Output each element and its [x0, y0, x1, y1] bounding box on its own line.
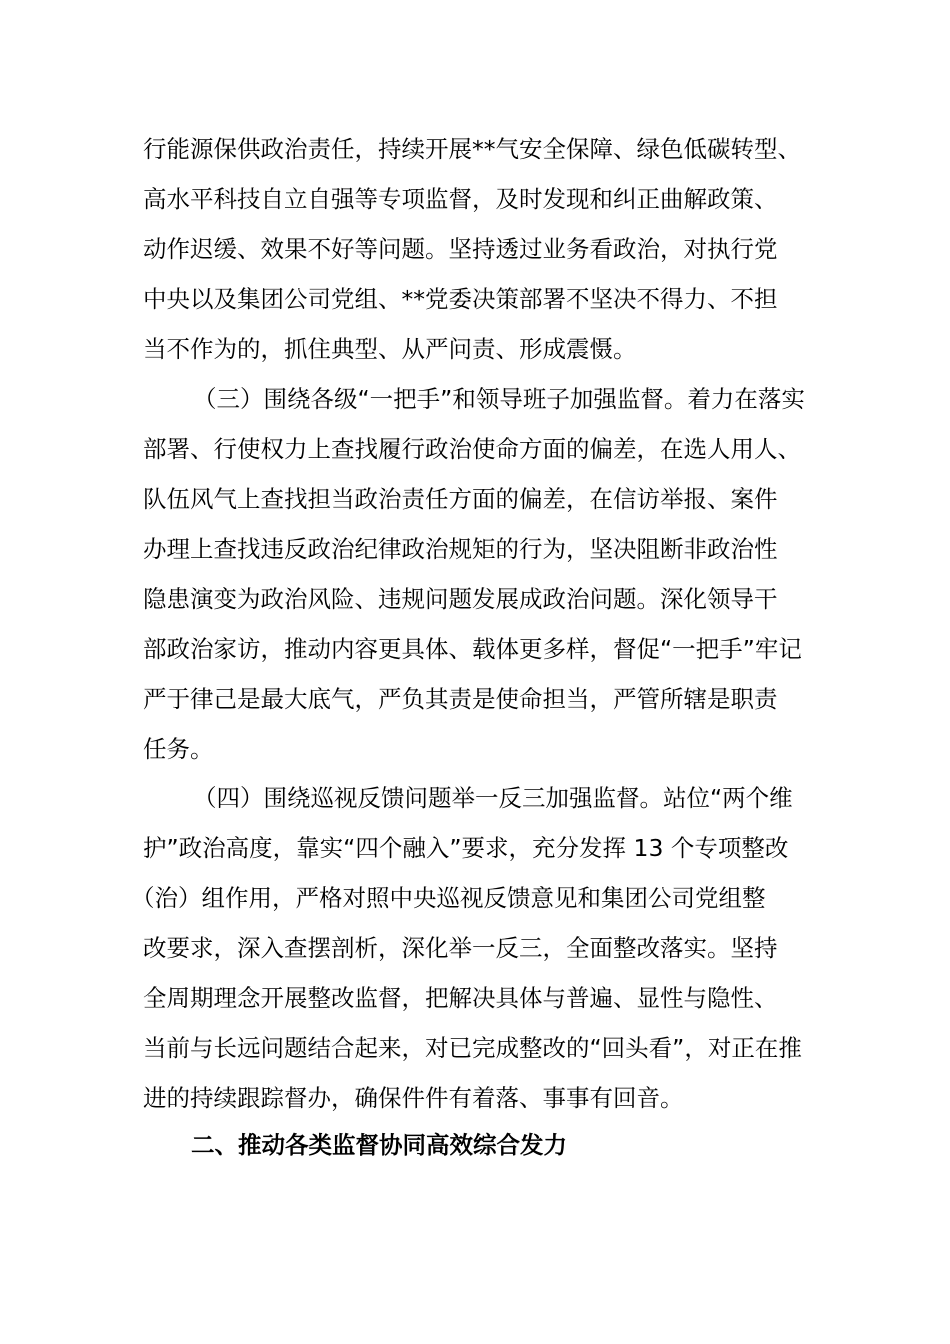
paragraph-continuation	[143, 124, 813, 374]
text-line: 严于律己是最大底气，严负其责是使命担当，严管所辖是职责	[143, 685, 778, 713]
text-line: 办理上查找违反政治纪律政治规矩的行为，坚决阻断非政治性	[143, 535, 778, 563]
text-line: 当不作为的，抓住典型、从严问责、形成震慑。	[143, 335, 637, 363]
text-line: （三）围绕各级“一把手”和领导班子加强监督。着力在落实	[193, 385, 805, 413]
paragraph-three	[143, 374, 813, 774]
section-heading: 二、推动各类监督协同高效综合发力	[191, 1131, 567, 1159]
text-line: 进的持续跟踪督办，确保件件有着落、事事有回音。	[143, 1084, 684, 1112]
text-line: 动作迟缓、效果不好等问题。坚持透过业务看政治，对执行党	[143, 235, 778, 263]
text-line: 中央以及集团公司党组、**党委决策部署不坚决不得力、不担	[143, 285, 778, 313]
text-line: 全周期理念开展整改监督，把解决具体与普遍、显性与隐性、	[143, 984, 778, 1012]
paragraph-four	[131, 773, 813, 1123]
text-line: 隐患演变为政治风险、违规问题发展成政治问题。深化领导干	[143, 585, 778, 613]
text-line: 改要求，深入查摆剖析，深化举一反三，全面整改落实。坚持	[143, 934, 778, 962]
text-line: （治）组作用，严格对照中央巡视反馈意见和集团公司党组整	[131, 884, 766, 912]
text-line: 部政治家访，推动内容更具体、载体更多样，督促“一把手”牢记	[143, 635, 802, 663]
text-line: 高水平科技自立自强等专项监督，及时发现和纠正曲解政策、	[143, 185, 778, 213]
text-line: 护”政治高度，靠实“四个融入”要求，充分发挥 13 个专项整改	[143, 834, 789, 862]
text-line: 任务。	[143, 735, 214, 763]
text-line: 当前与长远问题结合起来，对已完成整改的“回头看”，对正在推	[143, 1034, 802, 1062]
text-line: 队伍风气上查找担当政治责任方面的偏差，在信访举报、案件	[143, 485, 778, 513]
text-line: （四）围绕巡视反馈问题举一反三加强监督。站位“两个维	[193, 784, 793, 812]
text-line: 行能源保供政治责任，持续开展**气安全保障、绿色低碳转型、	[143, 135, 801, 163]
text-line: 部署、行使权力上查找履行政治使命方面的偏差，在选人用人、	[143, 435, 801, 463]
